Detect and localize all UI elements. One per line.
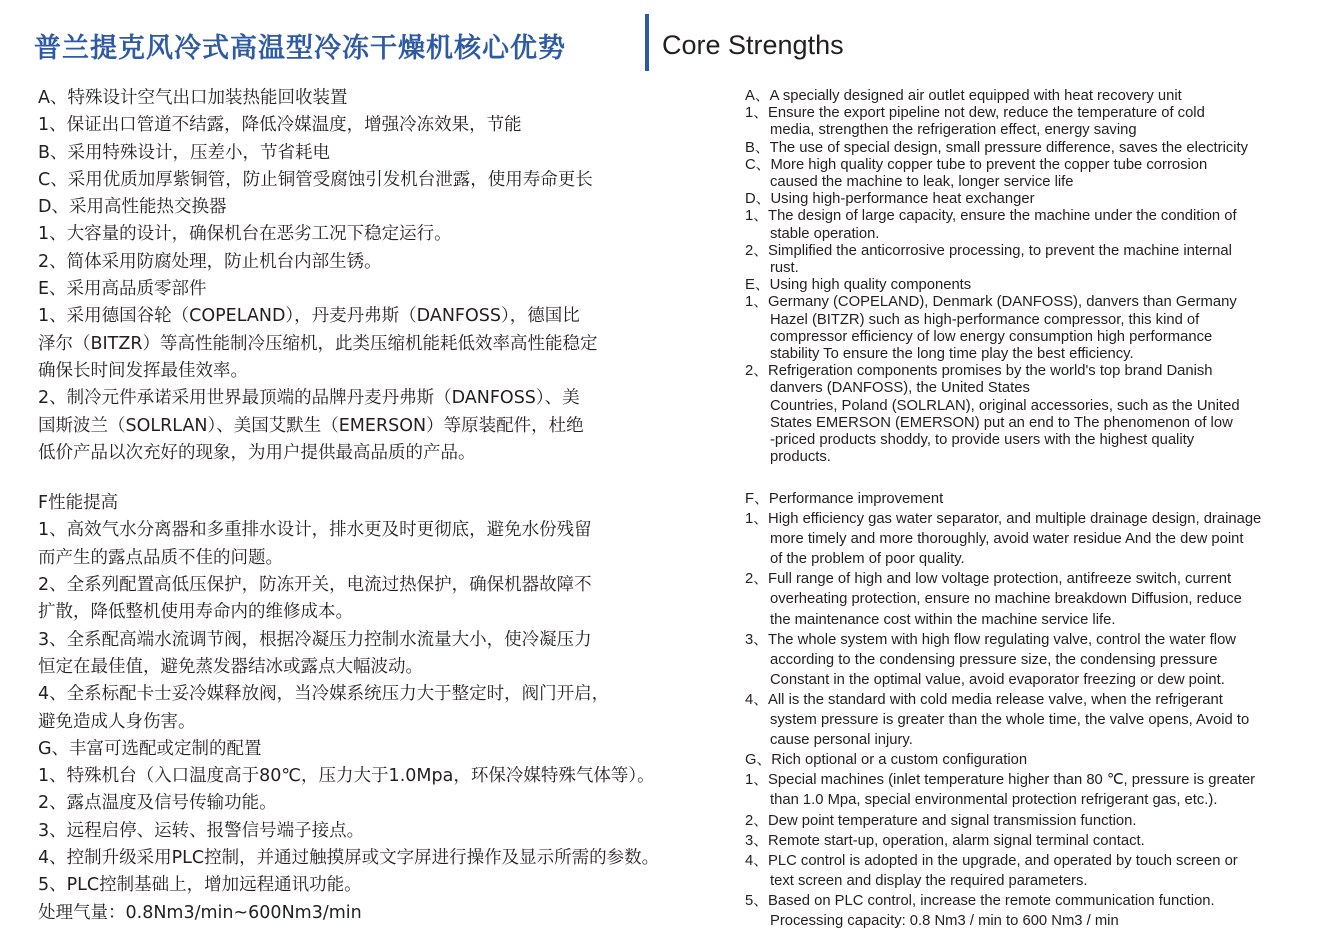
text-line: system pressure is greater than the whole time, the valve opens, Avoid to [770,712,1250,729]
text-line: media, strengthen the refrigeration effect, energy saving [770,122,1137,139]
text-line: 1、Germany (COPELAND), Denmark (DANFOSS), danvers than Germany [745,294,1237,311]
text-line: -priced products shoddy, to provide users with the highest quality [770,432,1195,449]
english-column-top [745,88,1320,466]
text-line: G、Rich optional or a custom configuration [745,752,1028,769]
text-line: 2、Dew point temperature and signal transmission function. [745,812,1137,829]
text-line: 1、大容量的设计，确保机台在恶劣工况下稳定运行。 [38,224,452,245]
text-line: danvers (DANFOSS), the United States [770,380,1030,397]
text-line: Processing capacity: 0.8 Nm3 / min to 600 Nm3 / min [770,912,1119,929]
text-line: rust. [770,260,799,277]
text-line: 扩散，降低整机使用寿命内的维修成本。 [38,602,353,623]
text-line: 低价产品以次充好的现象，为用户提供最高品质的产品。 [38,442,476,463]
text-line: E、采用高品质零部件 [38,279,207,300]
text-line: text screen and display the required parameters. [770,872,1088,889]
text-line: 确保长时间发挥最佳效率。 [38,360,248,381]
text-line: Countries, Poland (SOLRLAN), original accessories, such as the United [770,397,1240,414]
text-line: 国斯波兰（SOLRLAN）、美国艾默生（EMERSON）等原装配件，杜绝 [38,415,584,436]
chinese-group-1 [38,85,738,467]
text-line: A、特殊设计空气出口加装热能回收装置 [38,88,348,108]
text-line: 1、Ensure the export pipeline not dew, reduce the temperature of cold [745,105,1205,122]
text-line: 3、Remote start-up, operation, alarm signal terminal contact. [745,832,1145,849]
title-english: Core Strengths [662,30,844,60]
text-line: D、Using high-performance heat exchanger [745,191,1035,208]
text-line: G、丰富可选配或定制的配置 [38,738,262,759]
text-line: 1、The design of large capacity, ensure the machine under the condition of [745,208,1237,225]
text-line: 2、简体采用防腐处理，防止机台内部生锈。 [38,251,382,272]
text-line: 4、全系标配卡士妥冷媒释放阀，当冷媒系统压力大于整定时，阀门开启， [38,684,610,705]
text-line: A、A specially designed air outlet equipped with heat recovery unit [745,88,1182,104]
text-line: 2、露点温度及信号传输功能。 [38,793,277,814]
text-line: the maintenance cost within the machine service life. [770,611,1116,628]
section-gap [38,467,738,490]
text-line: B、The use of special design, small pressure difference, saves the electricity [745,139,1249,156]
text-line: 恒定在最佳值，避免蒸发器结冰或露点大幅波动。 [38,656,423,677]
text-line: cause personal injury. [770,732,913,749]
text-line: 1、采用德国谷轮（COPELAND），丹麦丹弗斯（DANFOSS），德国比 [38,306,580,327]
text-line: E、Using high quality components [745,277,972,294]
text-line: stability To ensure the long time play the best efficiency. [770,346,1134,363]
text-line: 1、Special machines (inlet temperature higher than 80 ℃, pressure is greater [745,772,1256,789]
chinese-column [38,85,738,927]
text-line: 1、保证出口管道不结露，降低冷媒温度，增强冷冻效果，节能 [38,115,522,136]
text-line: 5、Based on PLC control, increase the remote communication function. [745,892,1215,909]
text-line: 2、Refrigeration components promises by the world's top brand Danish [745,363,1213,380]
text-line: compressor efficiency of low energy consumption high performance [770,328,1213,345]
text-line: States EMERSON (EMERSON) put an end to The phenomenon of low [770,414,1233,431]
text-line: stable operation. [770,225,880,242]
text-line: F性能提高 [38,493,119,514]
text-line: 1、高效气水分离器和多重排水设计，排水更及时更彻底，避免水份残留 [38,520,592,541]
text-line: than 1.0 Mpa, special environmental protection refrigerant gas, etc.). [770,792,1218,809]
text-line: Constant in the optimal value, avoid evaporator freezing or dew point. [770,671,1225,688]
text-line: 4、控制升级采用PLC控制，并通过触摸屏或文字屏进行操作及显示所需的参数。 [38,848,660,869]
chinese-group-2 [38,490,738,927]
text-line: 2、Full range of high and low voltage protection, antifreeze switch, current [745,571,1232,588]
text-line: 5、PLC控制基础上，增加远程通讯功能。 [38,875,362,896]
title-chinese: 普兰提克风冷式高温型冷冻干燥机核心优势 [34,33,566,64]
text-line: caused the machine to leak, longer service life [770,174,1074,191]
text-line: 3、全系配高端水流调节阀，根据冷凝压力控制水流量大小，使冷凝压力 [38,629,592,650]
text-line: overheating protection, ensure no machine breakdown Diffusion, reduce [770,591,1242,608]
english-column-bottom [745,489,1320,931]
text-line: 2、Simplified the anticorrosive processing, to prevent the machine internal [745,242,1232,259]
title-divider [645,14,649,71]
text-line: 1、特殊机台（入口温度高于80℃，压力大于1.0Mpa，环保冷媒特殊气体等）。 [38,766,655,787]
text-line: B、采用特殊设计，压差小，节省耗电 [38,142,331,163]
text-line: 而产生的露点品质不佳的问题。 [38,547,283,568]
text-line: 2、全系列配置高低压保护，防冻开关，电流过热保护，确保机器故障不 [38,575,592,596]
text-line: 3、The whole system with high flow regulating valve, control the water flow [745,631,1236,648]
text-line: 1、High efficiency gas water separator, and multiple drainage design, drainage [745,511,1262,528]
text-line: products. [770,449,831,466]
text-line: C、采用优质加厚紫铜管，防止铜管受腐蚀引发机台泄露，使用寿命更长 [38,169,593,190]
text-line: Hazel (BITZR) such as high-performance compressor, this kind of [770,311,1200,328]
page-header [0,0,1327,80]
text-line: F、Performance improvement [745,491,944,507]
text-line: D、采用高性能热交换器 [38,197,227,218]
text-line: 3、远程启停、运转、报警信号端子接点。 [38,820,365,841]
text-line: more timely and more thoroughly, avoid water residue And the dew point [770,531,1244,548]
text-line: 4、All is the standard with cold media release valve, when the refrigerant [745,691,1223,708]
text-line: 4、PLC control is adopted in the upgrade, and operated by touch screen or [745,852,1238,869]
text-line: 处理气量：0.8Nm3/min~600Nm3/min [38,902,362,923]
text-line: according to the condensing pressure size, the condensing pressure [770,651,1218,668]
text-line: of the problem of poor quality. [770,551,965,568]
text-line: 2、制冷元件承诺采用世界最顶端的品牌丹麦丹弗斯（DANFOSS）、美 [38,388,580,409]
text-line: C、More high quality copper tube to prevent the copper tube corrosion [745,156,1208,173]
text-line: 避免造成人身伤害。 [38,711,196,732]
text-line: 泽尔（BITZR）等高性能制冷压缩机，此类压缩机能耗低效率高性能稳定 [38,333,598,354]
